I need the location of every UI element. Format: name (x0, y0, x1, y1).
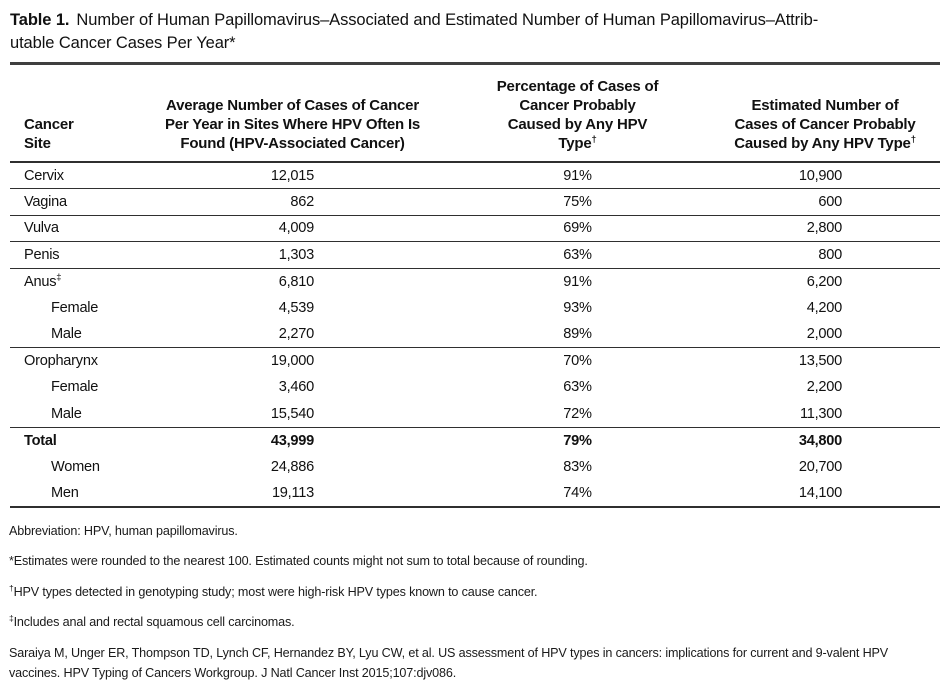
table-row-penis (10, 242, 940, 269)
footnote: Abbreviation: HPV, human papillomavirus. (9, 523, 238, 538)
cell-pct: 63% (563, 379, 592, 396)
table-row-cervix (10, 162, 940, 189)
cell-cancer-site: Male (10, 401, 140, 428)
cell-cancer-site: Women (51, 458, 100, 475)
cell-cancer-site: Vulva (10, 215, 140, 242)
column-header-site (10, 65, 140, 162)
cell-avg: 19,113 (271, 484, 314, 501)
cell-avg: 12,015 (140, 162, 445, 189)
footnote: †HPV types detected in genotyping study; most were high-risk HPV types known to cause cancer. (9, 582, 538, 599)
header-line: Caused by Any HPV (507, 116, 648, 133)
cell-est: 13,500 (798, 353, 842, 369)
table-row-female (10, 295, 940, 322)
cell-est: 800 (710, 242, 940, 269)
cell-pct: 79% (563, 432, 592, 449)
table-row-vagina (10, 189, 940, 216)
cell-est: 10,900 (710, 162, 940, 189)
header-line: Percentage of Cases of (496, 78, 659, 95)
table-row-anus (10, 268, 940, 295)
table-row-total (10, 427, 940, 454)
header-line: Average Number of Cases of Cancer (166, 97, 419, 114)
cell-cancer-site: Cervix (10, 162, 140, 189)
cell-pct: 91% (563, 273, 592, 290)
cell-pct: 83% (563, 458, 592, 475)
cell-pct: 70% (563, 353, 592, 369)
table-row-women (10, 454, 940, 481)
cell-avg: 6,810 (278, 273, 314, 290)
cell-est: 14,100 (798, 484, 842, 501)
cell-pct: 69% (445, 215, 710, 242)
double-dagger-superscript: ‡ (56, 271, 62, 283)
cell-avg: 15,540 (140, 401, 445, 428)
cell-pct: 75% (445, 189, 710, 216)
footnote: *Estimates were rounded to the nearest 100. Estimated counts might not sum to total because of rounding. (9, 554, 588, 568)
cell-avg: 24,886 (270, 458, 314, 475)
table-body (10, 162, 940, 507)
cell-est: 4,200 (806, 299, 842, 316)
cell-est: 2,000 (710, 321, 940, 348)
table-row-male (10, 401, 940, 428)
cell-pct: 89% (445, 321, 710, 348)
cell-avg: 19,000 (270, 353, 314, 369)
footnote-marker: ‡ (9, 612, 14, 623)
cell-est: 34,800 (798, 432, 842, 449)
cell-est: 6,200 (806, 273, 842, 290)
cell-cancer-site: Female (51, 379, 99, 396)
cell-pct: 74% (563, 484, 592, 501)
header-row (10, 65, 940, 162)
cell-cancer-site: Male (10, 321, 140, 348)
footnote: ‡Includes anal and rectal squamous cell carcinomas. (9, 612, 295, 629)
cell-avg: 4,009 (140, 215, 445, 242)
cell-cancer-site: Penis (10, 242, 140, 269)
dagger-superscript: † (591, 134, 597, 145)
cell-avg: 862 (140, 189, 445, 216)
cell-cancer-site: Vagina (10, 189, 140, 216)
cell-pct: 72% (445, 401, 710, 428)
cell-pct: 63% (445, 242, 710, 269)
cell-est: 600 (710, 189, 940, 216)
cell-cancer-site: Total (24, 432, 57, 449)
header-line: Found (HPV-Associated Cancer) (180, 135, 405, 152)
table-label: Table 1. (10, 11, 70, 29)
header-line: Cases of Cancer Probably (734, 116, 916, 133)
header-line: Type† (558, 134, 597, 152)
header-line: Site (24, 135, 51, 152)
table-header (10, 65, 940, 162)
cell-cancer-site: Men (51, 484, 79, 501)
cell-avg: 4,539 (278, 299, 314, 316)
cell-est: 2,200 (806, 379, 842, 396)
footnote: Saraiya M, Unger ER, Thompson TD, Lynch CF, Hernandez BY, Lyu CW, et al. US assessment of HPV types in cancers: implications for current and 9-valent HPV vaccines. HPV Typing of Cancers Workgroup. J Natl Cancer Inst 2015;107:djv086. (9, 645, 889, 680)
column-header-pct (445, 65, 710, 162)
cell-pct: 91% (445, 162, 710, 189)
cell-avg: 3,460 (278, 379, 314, 396)
column-header-avg (140, 65, 445, 162)
cell-est: 2,800 (710, 215, 940, 242)
cell-est: 11,300 (710, 401, 940, 428)
table-title-line2: utable Cancer Cases Per Year* (10, 34, 236, 52)
footnote-marker: † (9, 582, 14, 593)
header-line: Estimated Number of (751, 97, 899, 114)
cell-cancer-site: Oropharynx (24, 353, 98, 369)
table-row-male (10, 321, 940, 348)
table-title-line1: Number of Human Papillomavirus–Associated and Estimated Number of Human Papillomavirus–Attrib- (76, 11, 819, 29)
footnotes-section (9, 521, 940, 684)
header-line: Per Year in Sites Where HPV Often Is (164, 116, 421, 133)
cell-cancer-site: Anus‡ (24, 271, 62, 290)
table-row-men (10, 480, 940, 507)
cell-est: 20,700 (798, 458, 842, 475)
table-row-female (10, 374, 940, 401)
cell-pct: 93% (563, 299, 592, 316)
header-line: Caused by Any HPV Type† (734, 134, 916, 152)
column-header-est (710, 65, 940, 162)
table-row-oropharynx (10, 348, 940, 375)
dagger-superscript: † (910, 134, 916, 145)
cell-avg: 1,303 (140, 242, 445, 269)
cell-avg: 2,270 (140, 321, 445, 348)
table-row-vulva (10, 215, 940, 242)
cell-cancer-site: Female (51, 299, 99, 316)
table-title (0, 0, 950, 62)
cell-avg: 43,999 (270, 432, 314, 449)
header-line: Cancer Probably (519, 97, 636, 114)
hpv-cancer-table (10, 65, 940, 508)
header-line: Cancer (24, 116, 74, 133)
